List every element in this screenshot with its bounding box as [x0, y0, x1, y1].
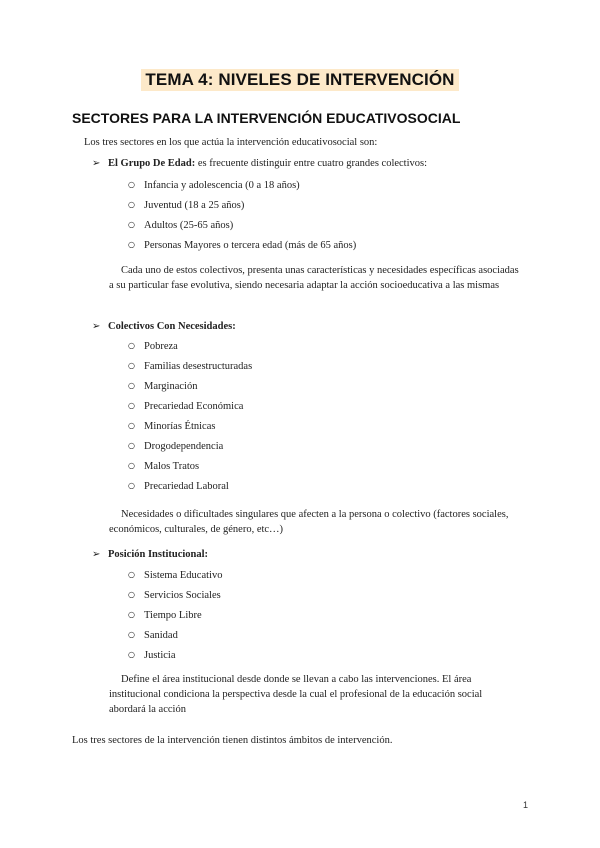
circle-bullet-icon: ○	[128, 200, 135, 209]
list-item: ○ Servicios Sociales	[128, 585, 222, 605]
section-heading-colectivos	[92, 321, 236, 332]
list-item: ○ Infancia y adolescencia (0 a 18 años)	[128, 175, 356, 195]
list-item: ○ Tiempo Libre	[128, 605, 222, 625]
arrow-bullet-icon: ➢	[92, 321, 101, 332]
circle-bullet-icon: ○	[128, 461, 135, 470]
section-heading-grupo-edad	[92, 158, 427, 169]
circle-bullet-icon: ○	[128, 361, 135, 370]
section-heading-label: Posición Institucional:	[108, 549, 209, 560]
list-colectivos	[128, 336, 252, 496]
list-item: ○ Minorías Étnicas	[128, 416, 252, 436]
list-item: ○ Pobreza	[128, 336, 252, 356]
list-item: ○ Precariedad Económica	[128, 396, 252, 416]
title-wrap	[0, 69, 600, 91]
circle-bullet-icon: ○	[128, 401, 135, 410]
list-item: ○ Drogodependencia	[128, 436, 252, 456]
list-item: ○ Personas Mayores o tercera edad (más de 65 años)	[128, 235, 356, 255]
section-heading-posicion	[92, 549, 208, 560]
circle-bullet-icon: ○	[128, 650, 135, 659]
list-item: ○ Sistema Educativo	[128, 565, 222, 585]
section-heading-label: Colectivos Con Necesidades:	[108, 321, 236, 332]
circle-bullet-icon: ○	[128, 441, 135, 450]
page-title: TEMA 4: NIVELES DE INTERVENCIÓN	[141, 69, 458, 91]
circle-bullet-icon: ○	[128, 421, 135, 430]
circle-bullet-icon: ○	[128, 630, 135, 639]
paragraph-colectivos: Necesidades o dificultades singulares que afecten a la persona o colectivo (factores sociales, económicos, culturales, de género, etc…)	[109, 509, 509, 535]
circle-bullet-icon: ○	[128, 220, 135, 229]
paragraph-posicion: Define el área institucional desde donde se llevan a cabo las intervenciones. El área institucional condiciona la perspectiva desde la cual el profesional de la educación social abordará la acción	[109, 674, 483, 715]
section-subtitle: SECTORES PARA LA INTERVENCIÓN EDUCATIVOSOCIAL	[72, 110, 461, 126]
circle-bullet-icon: ○	[128, 180, 135, 189]
list-item: ○ Marginación	[128, 376, 252, 396]
arrow-bullet-icon: ➢	[92, 549, 101, 560]
list-item: ○ Adultos (25-65 años)	[128, 215, 356, 235]
circle-bullet-icon: ○	[128, 590, 135, 599]
circle-bullet-icon: ○	[128, 240, 135, 249]
list-posicion	[128, 565, 222, 665]
list-item: ○ Justicia	[128, 645, 222, 665]
intro-text: Los tres sectores en los que actúa la intervención educativosocial son:	[84, 137, 378, 148]
section-heading-rest: es frecuente distinguir entre cuatro grandes colectivos:	[195, 158, 428, 169]
circle-bullet-icon: ○	[128, 381, 135, 390]
list-item: ○ Malos Tratos	[128, 456, 252, 476]
circle-bullet-icon: ○	[128, 341, 135, 350]
circle-bullet-icon: ○	[128, 610, 135, 619]
paragraph-grupo-edad: Cada uno de estos colectivos, presenta unas características y necesidades específicas asociadas a su particular fase evolutiva, siendo necesaria adaptar la acción socioeducativa a las mismas	[109, 265, 519, 291]
section-heading-label: El Grupo De Edad:	[108, 158, 196, 169]
circle-bullet-icon: ○	[128, 570, 135, 579]
circle-bullet-icon: ○	[128, 481, 135, 490]
arrow-bullet-icon: ➢	[92, 158, 101, 169]
list-item: ○ Precariedad Laboral	[128, 476, 252, 496]
page-number: 1	[523, 800, 529, 810]
list-grupo-edad	[128, 175, 356, 255]
list-item: ○ Juventud (18 a 25 años)	[128, 195, 356, 215]
closing-text: Los tres sectores de la intervención tienen distintos ámbitos de intervención.	[72, 735, 393, 746]
list-item: ○ Sanidad	[128, 625, 222, 645]
list-item: ○ Familias desestructuradas	[128, 356, 252, 376]
